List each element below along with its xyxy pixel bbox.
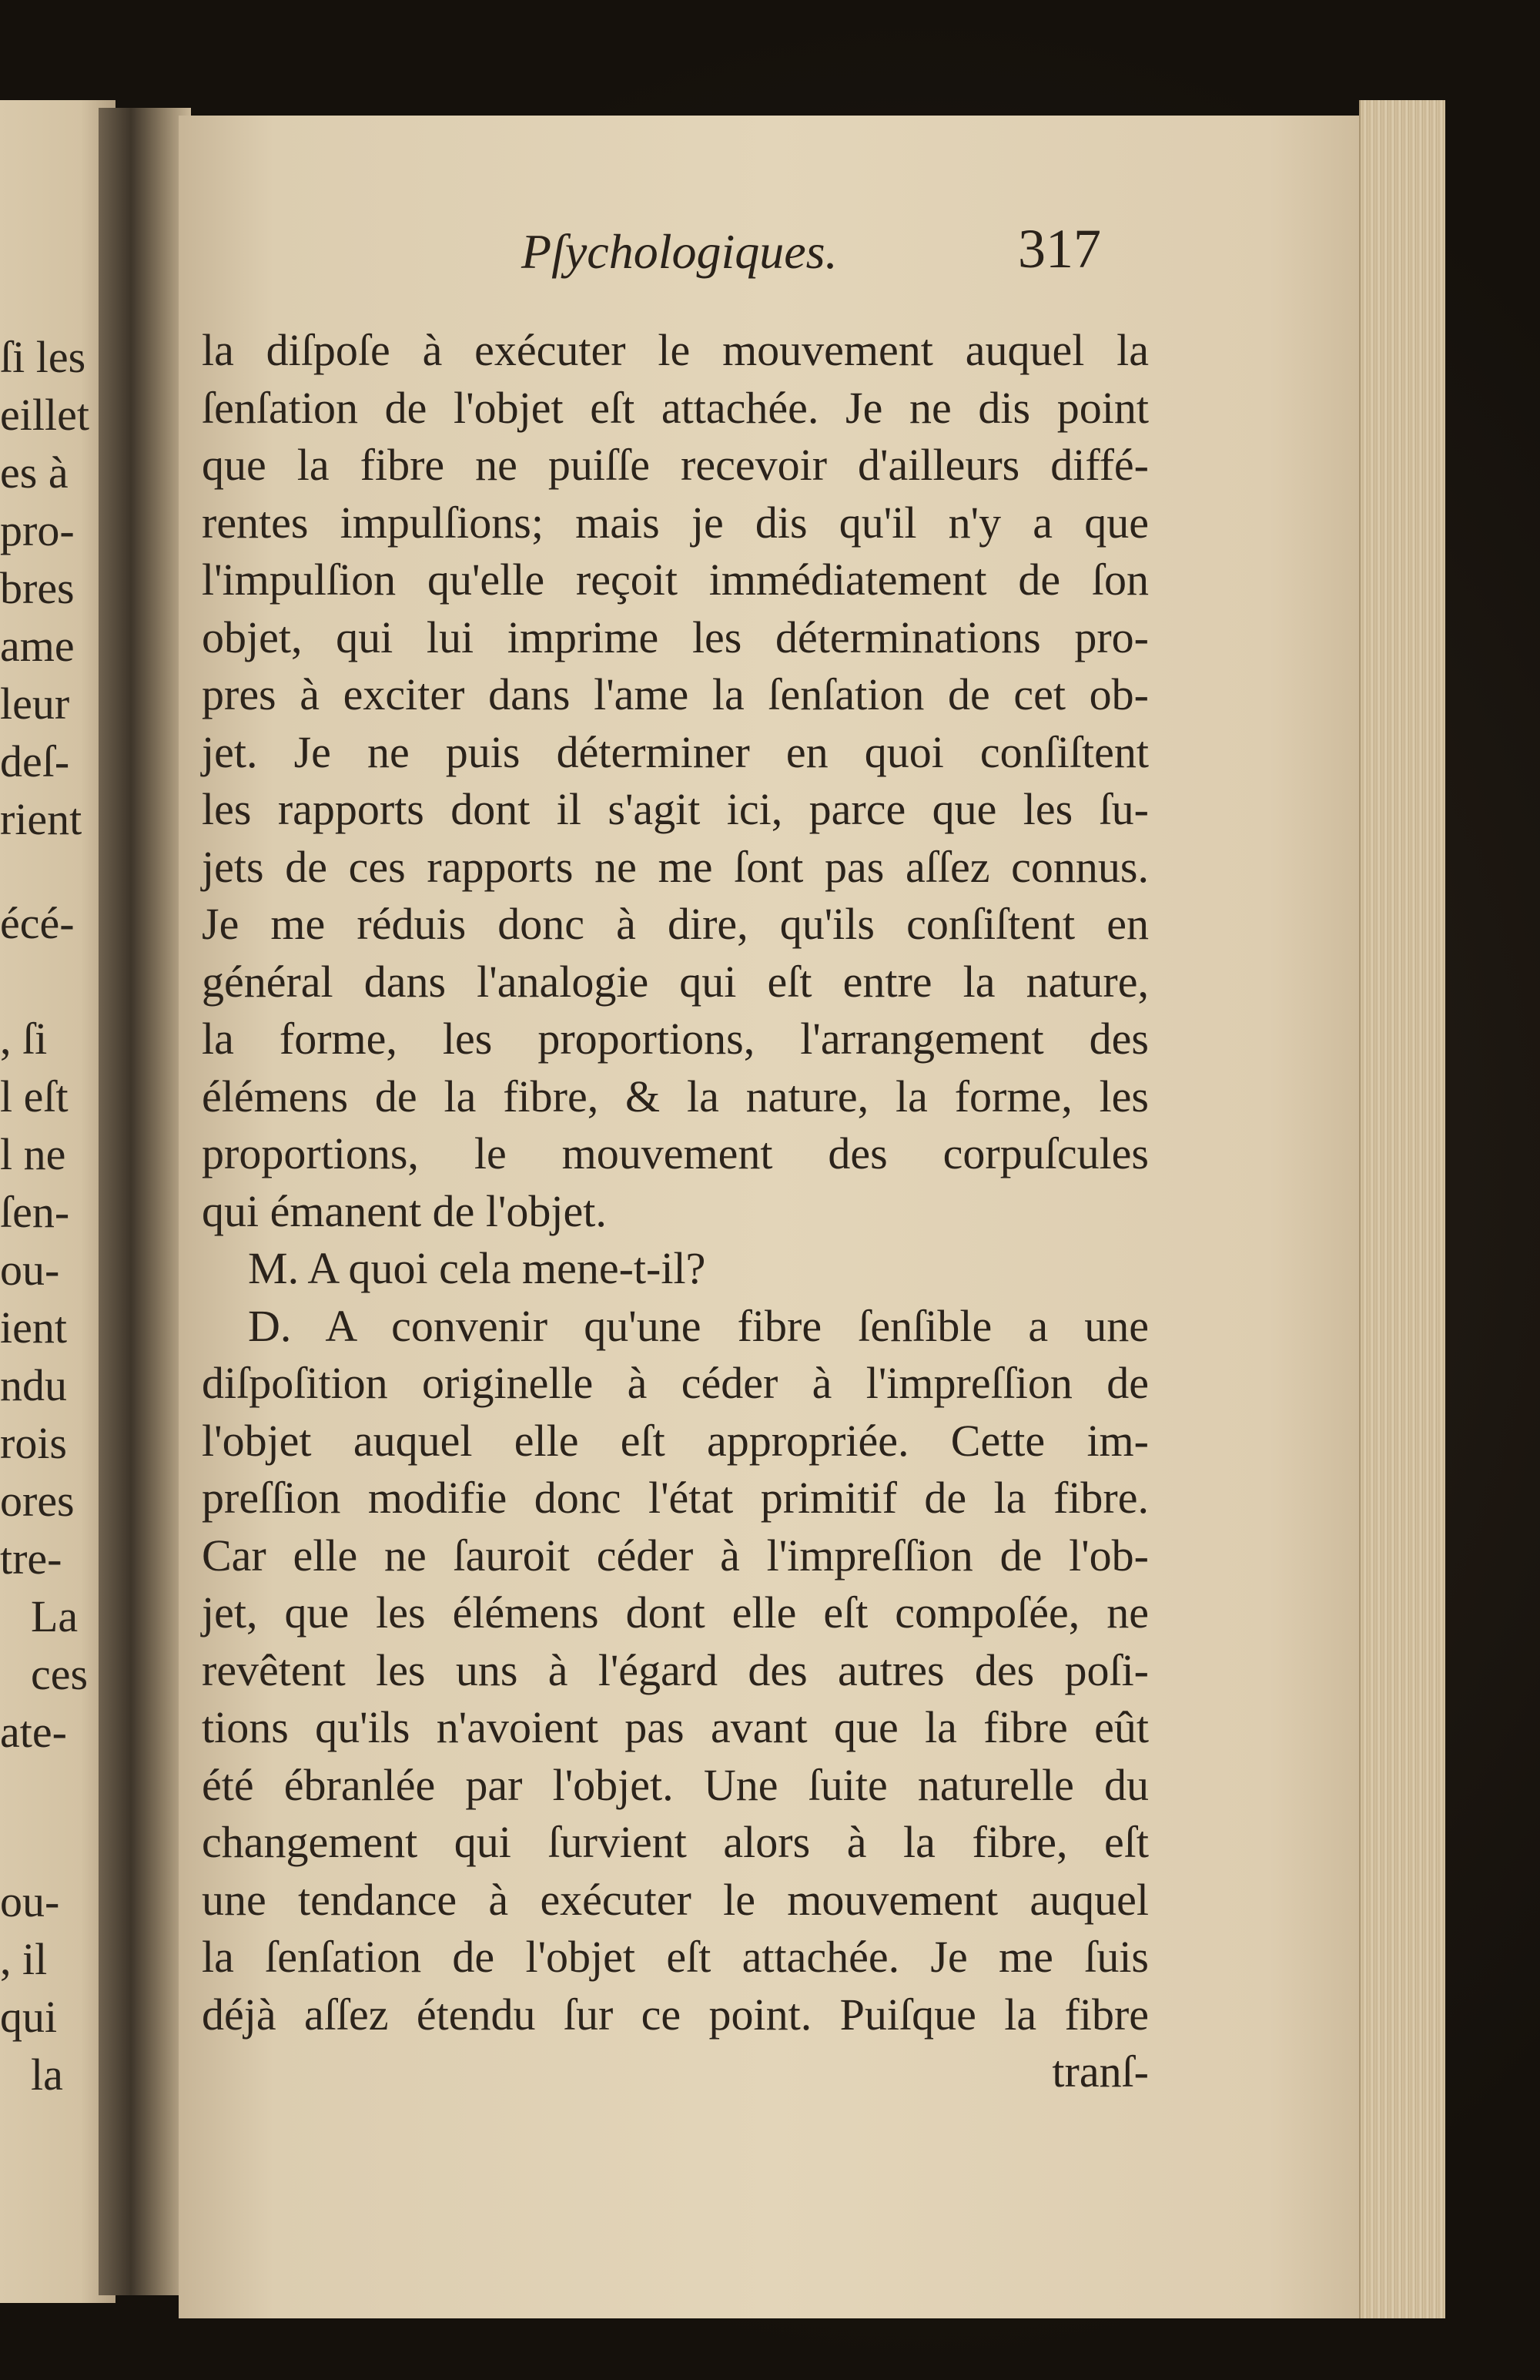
text-line: rentes impulſions; mais je dis qu'il n'y a que xyxy=(202,497,1149,548)
left-page-line: ate- xyxy=(0,1707,67,1757)
text-line: jets de ces rapports ne me ſont pas aſſez connus. xyxy=(202,841,1149,892)
text-line: déjà aſſez étendu ſur ce point. Puiſque la fibre xyxy=(202,1989,1149,2040)
text-line: élémens de la fibre, & la nature, la forme, les xyxy=(202,1071,1149,1121)
text-line: jet. Je ne puis déterminer en quoi conſiſtent xyxy=(202,726,1149,777)
text-line: la forme, les proportions, l'arrangement des xyxy=(202,1014,1149,1064)
text-line: diſpoſition originelle à céder à l'impreſſion de xyxy=(202,1358,1149,1408)
text-line: D. A convenir qu'une fibre ſenſible a une xyxy=(248,1300,1149,1351)
left-page-line: la xyxy=(31,2050,63,2100)
text-line: que la fibre ne puiſſe recevoir d'ailleurs diffé- xyxy=(202,440,1149,490)
left-page-line: , ſi xyxy=(0,1014,48,1064)
left-page-line: ame xyxy=(0,621,75,671)
left-page-line: ces xyxy=(31,1649,89,1699)
text-line: l'objet auquel elle eſt appropriée. Cette im- xyxy=(202,1415,1149,1466)
text-line: tions qu'ils n'avoient pas avant que la fibre eût xyxy=(202,1702,1149,1752)
left-page-line: ou- xyxy=(0,1245,60,1295)
running-head-title: Pſychologiques. xyxy=(521,224,838,279)
left-page-line: es à xyxy=(0,448,69,498)
text-line: revêtent les uns à l'égard des autres des poſi- xyxy=(202,1644,1149,1695)
text-line: Je me réduis donc à dire, qu'ils conſiſtent en xyxy=(202,899,1149,949)
left-page-line: La xyxy=(31,1591,79,1641)
text-line: changement qui ſurvient alors à la fibre, eſt xyxy=(202,1817,1149,1867)
text-line: général dans l'analogie qui eſt entre la nature, xyxy=(202,956,1149,1007)
text-line: la ſenſation de l'objet eſt attachée. Je me ſuis xyxy=(202,1932,1149,1982)
text-line: M. A quoi cela mene-t-il? xyxy=(248,1243,706,1293)
left-page-line: pro- xyxy=(0,505,75,555)
left-page-line: rient xyxy=(0,794,82,844)
left-page-line: l eſt xyxy=(0,1071,69,1121)
left-page-line: leur xyxy=(0,679,70,729)
text-line: pres à exciter dans l'ame la ſenſation de cet ob- xyxy=(202,669,1149,719)
text-line: proportions, le mouvement des corpuſcules xyxy=(202,1128,1149,1178)
body-text xyxy=(202,322,1149,2101)
left-page-line: l ne xyxy=(0,1129,66,1179)
left-page-line: bres xyxy=(0,563,75,613)
left-page-line: eillet xyxy=(0,390,89,440)
catchword: tranſ- xyxy=(1052,2046,1149,2097)
text-line: été ébranlée par l'objet. Une ſuite naturelle du xyxy=(202,1759,1149,1810)
text-line: objet, qui lui imprime les déterminations pro- xyxy=(202,612,1149,662)
text-line: une tendance à exécuter le mouvement auquel xyxy=(202,1874,1149,1925)
page-edges xyxy=(1359,100,1445,2318)
text-line: ſenſation de l'objet eſt attachée. Je ne dis point xyxy=(202,382,1149,433)
text-line: l'impulſion qu'elle reçoit immédiatement de ſon xyxy=(202,555,1149,605)
running-head xyxy=(179,218,1364,293)
left-page-line: écé- xyxy=(0,898,75,948)
left-page-line: , il xyxy=(0,1934,48,1984)
text-line: jet, que les élémens dont elle eſt compoſée, ne xyxy=(202,1587,1149,1638)
left-page-line: ſen- xyxy=(0,1187,70,1237)
text-line: Car elle ne ſauroit céder à l'impreſſion de l'ob- xyxy=(202,1530,1149,1581)
page-number: 317 xyxy=(1018,218,1101,280)
left-page-line: ndu xyxy=(0,1360,67,1410)
left-page-line: rois xyxy=(0,1418,67,1468)
left-page-line: ou- xyxy=(0,1876,60,1926)
left-page-line: ient xyxy=(0,1302,67,1353)
text-line: preſſion modifie donc l'état primitif de la fibre. xyxy=(202,1473,1149,1523)
text-line: la diſpoſe à exécuter le mouvement auquel la xyxy=(202,325,1149,375)
text-line: qui émanent de l'objet. xyxy=(202,1185,607,1236)
left-page-line: qui xyxy=(0,1992,58,2042)
left-page-line: deſ- xyxy=(0,736,70,786)
gutter-shadow xyxy=(99,108,191,2295)
text-line: les rapports dont il s'agit ici, parce que les ſu- xyxy=(202,784,1149,834)
left-page-line: ſi les xyxy=(0,332,86,382)
left-page-line: tre- xyxy=(0,1534,62,1584)
left-page-line: ores xyxy=(0,1476,75,1526)
